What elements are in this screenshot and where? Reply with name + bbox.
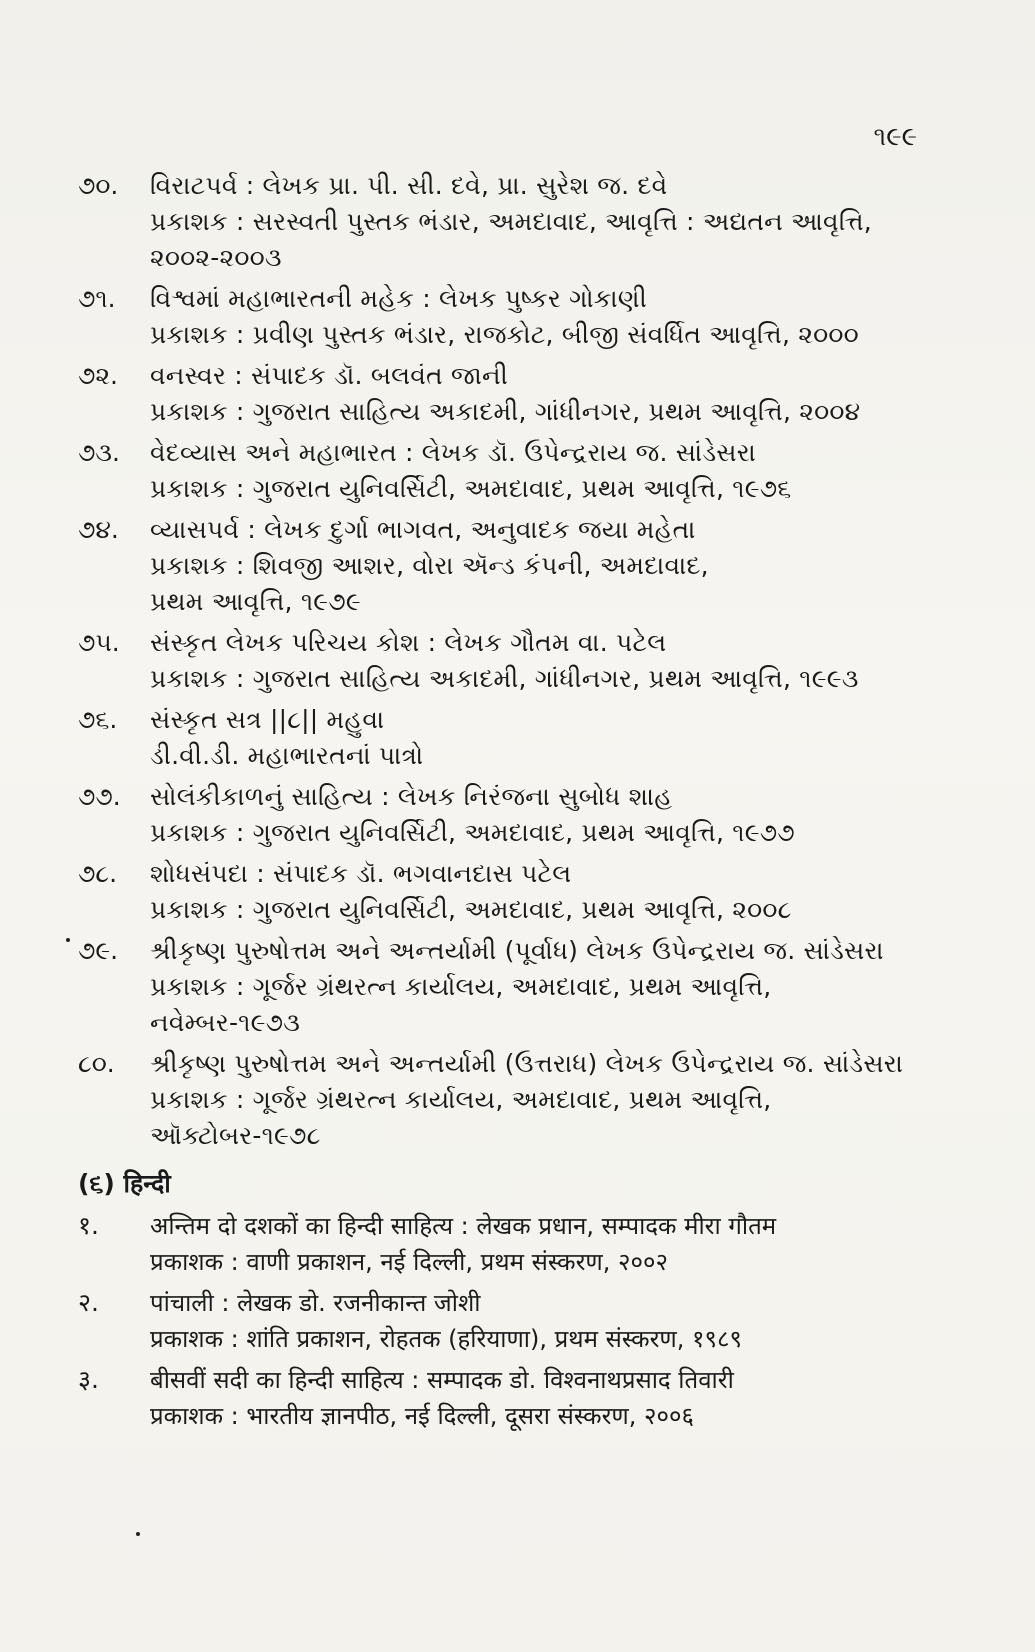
bibliography-entry: [78, 1362, 958, 1434]
entry-title-line: વિરાટપર્વ : લેખક પ્રા. પી. સી. દવે, પ્રા. સુરેશ જ. દવે: [150, 171, 668, 200]
stray-dot-mark: [136, 1532, 140, 1536]
entry-number: ૭૧.: [78, 284, 116, 313]
entry-continuation-line: નવેમ્બર-૧૯૭૩: [150, 1008, 301, 1037]
bibliography-entry: [78, 1046, 958, 1154]
entry-number: १.: [78, 1211, 99, 1240]
entry-title-line: अन्तिम दो दशकों का हिन्दी साहित्य : लेखक प्रधान, सम्पादक मीरा गौतम: [150, 1212, 777, 1240]
bibliography-entry: [78, 702, 958, 774]
bibliography-entry: [78, 281, 958, 353]
bibliography-entry: [78, 168, 958, 276]
entry-number: ૭૩.: [78, 438, 120, 467]
entry-title-line: શ્રીકૃષ્ણ પુરુષોત્તમ અને અન્તર્યામી (ઉત્તરાધ) લેખક ઉપેન્દ્રરાય જ. સાંડેસરા: [150, 1049, 904, 1078]
entry-number: २.: [78, 1288, 99, 1317]
entry-publisher-line: પ્રકાશક : ગૂર્જર ગ્રંથરત્ન કાર્યાલય, અમદાવાદ, પ્રથમ આવૃત્તિ,: [150, 972, 772, 1001]
bibliography-entry: [78, 933, 958, 1041]
bibliography-entry: [78, 779, 958, 851]
section-heading-hindi: (૬) हिन्दी: [78, 1169, 171, 1198]
entry-subtitle-line: ડી.વી.ડી. મહાભારતનાં પાત્રો: [150, 741, 424, 770]
stray-dot-mark: [66, 938, 70, 942]
bibliography-list: [78, 168, 958, 1439]
bibliography-entry: [78, 1208, 958, 1280]
bibliography-entry: [78, 358, 958, 430]
entry-title-line: बीसवीं सदी का हिन्दी साहित्य : सम्पादक डो. विश्वनाथप्रसाद तिवारी: [150, 1366, 734, 1394]
entry-title-line: વનસ્વર : સંપાદક ડૉ. બલવંત જાની: [150, 361, 508, 390]
entry-number: ૭૪.: [78, 515, 119, 544]
entry-publisher-line: પ્રકાશક : ગુજરાત યુનિવર્સિટી, અમદાવાદ, પ્રથમ આવૃત્તિ, ૧૯૭૬: [150, 474, 792, 503]
entry-number: ૭૫.: [78, 628, 120, 657]
entry-title-line: पांचाली : लेखक डो. रजनीकान्त जोशी: [150, 1289, 481, 1317]
entry-title-line: વ્યાસપર્વ : લેખક દુર્ગા ભાગવત, અનુવાદક જયા મહેતા: [150, 515, 696, 544]
entry-publisher-line: પ્રકાશક : ગુજરાત સાહિત્ય અકાદમી, ગાંધીનગર, પ્રથમ આવૃત્તિ, ૨૦૦૪: [150, 397, 861, 426]
entry-title-line: વેદવ્યાસ અને મહાભારત : લેખક ડૉ. ઉપેન્દ્રરાય જ. સાંડેસરા: [150, 438, 756, 467]
entry-number: ૭૦.: [78, 171, 119, 200]
entry-publisher-line: પ્રકાશક : ગુજરાત સાહિત્ય અકાદમી, ગાંધીનગર, પ્રથમ આવૃત્તિ, ૧૯૯૩: [150, 664, 859, 693]
entry-title-line: સંસ્કૃત સત્ર ||૮|| મહુવા: [150, 705, 385, 734]
entry-continuation-line: ઑક્ટોબર-૧૯૭૮: [150, 1121, 321, 1150]
bibliography-entry: [78, 1285, 958, 1357]
entry-publisher-line: પ્રકાશક : સરસ્વતી પુસ્તક ભંડાર, અમદાવાદ, આવૃત્તિ : અદ્યતન આવૃત્તિ,: [150, 207, 872, 236]
entry-publisher-line: પ્રકાશક : ગૂર્જર ગ્રંથરત્ન કાર્યાલય, અમદાવાદ, પ્રથમ આવૃત્તિ,: [150, 1085, 772, 1114]
entry-title-line: સંસ્કૃત લેખક પરિચય કોશ : લેખક ગૌતમ વા. પટેલ: [150, 628, 667, 657]
page-number: ૧૯૯: [873, 122, 917, 152]
entry-number: ૮૦.: [78, 1049, 115, 1078]
entry-number: ૭૯.: [78, 936, 119, 965]
entry-publisher-line: પ્રકાશક : ગુજરાત યુનિવર્સિટી, અમદાવાદ, પ્રથમ આવૃત્તિ, ૧૯૭૭: [150, 818, 795, 847]
entry-number: ૭૨.: [78, 361, 118, 390]
entry-publisher-line: प्रकाशक : वाणी प्रकाशन, नई दिल्ली, प्रथम संस्करण, २००२: [150, 1248, 668, 1276]
entry-publisher-line: પ્રકાશક : શિવજી આશર, વોરા ઍન્ડ કંપની, અમદાવાદ,: [150, 551, 709, 580]
bibliography-entry: [78, 625, 958, 697]
bibliography-entry: [78, 856, 958, 928]
entry-title-line: વિશ્વમાં મહાભારતની મહેક : લેખક પુષ્કર ગોકાણી: [150, 284, 647, 313]
entry-number: ३.: [78, 1365, 99, 1394]
entry-number: ૭૭.: [78, 782, 121, 811]
entry-publisher-line: प्रकाशक : शांति प्रकाशन, रोहतक (हरियाणा), प्रथम संस्करण, १९८९: [150, 1325, 742, 1353]
entry-title-line: શોધસંપદા : સંપાદક ડૉ. ભગવાનદાસ પટેલ: [150, 859, 572, 888]
entry-number: ૭૮.: [78, 859, 118, 888]
entry-publisher-line: પ્રકાશક : પ્રવીણ પુસ્તક ભંડાર, રાજકોટ, બીજી સંવર્ધિત આવૃત્તિ, ૨૦૦૦: [150, 320, 859, 349]
entry-publisher-line: प्रकाशक : भारतीय ज्ञानपीठ, नई दिल्ली, दूसरा संस्करण, २००६: [150, 1402, 694, 1430]
entry-publisher-line: પ્રકાશક : ગુજરાત યુનિવર્સિટી, અમદાવાદ, પ્રથમ આવૃત્તિ, ૨૦૦૮: [150, 895, 792, 924]
bibliography-entry: [78, 435, 958, 507]
entry-title-line: સોલંકીકાળનું સાહિત્ય : લેખક નિરંજના સુબોધ શાહ: [150, 782, 673, 811]
entry-title-line: શ્રીકૃષ્ણ પુરુષોત્તમ અને અન્તર્યામી (પૂર્વાધ) લેખક ઉપેન્દ્રરાય જ. સાંડેસરા: [150, 936, 884, 965]
bibliography-entry: [78, 512, 958, 620]
entry-number: ૭૬.: [78, 705, 118, 734]
entry-continuation-line: પ્રથમ આવૃત્તિ, ૧૯૭૯: [150, 587, 361, 616]
entry-continuation-line: ૨૦૦૨-૨૦૦૩: [150, 243, 282, 272]
